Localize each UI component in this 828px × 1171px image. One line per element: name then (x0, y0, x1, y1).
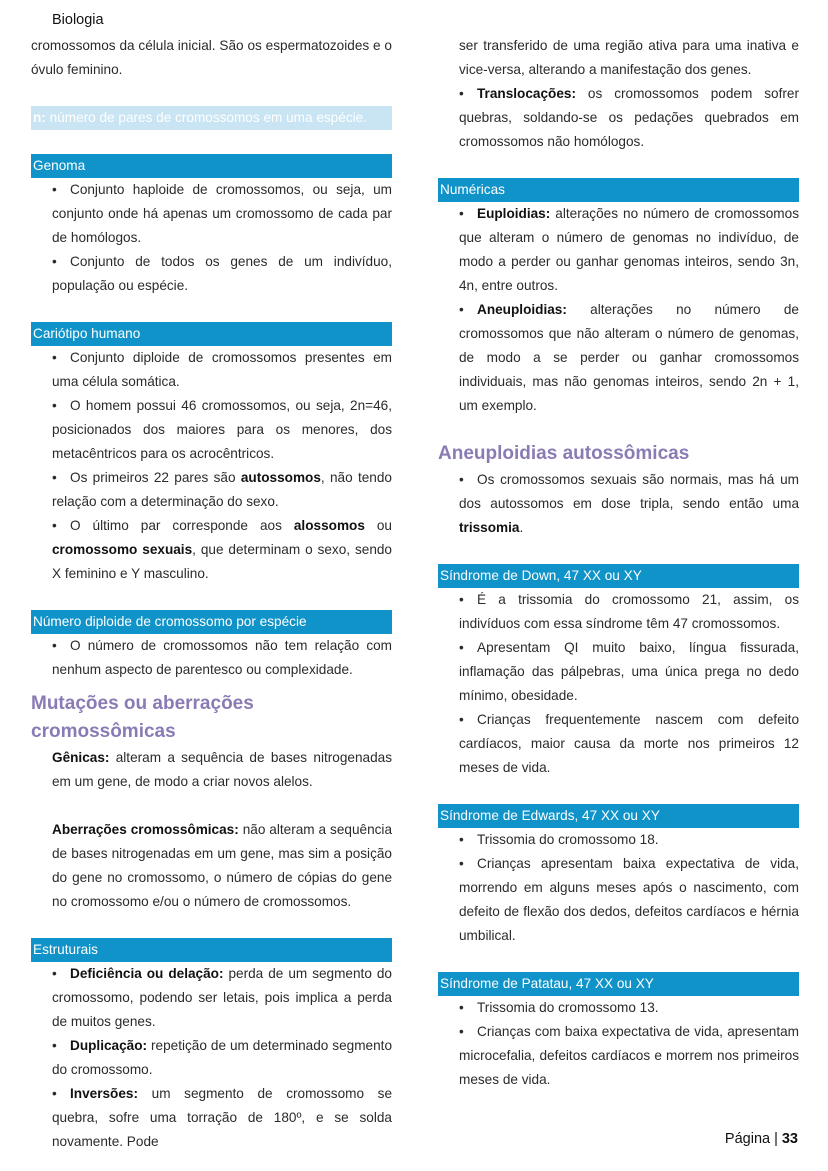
list-item: • Duplicação: repetição de um determinado segmento do cromossomo. (52, 1038, 392, 1077)
page-label: Página (724, 1131, 771, 1147)
list-item: • Trissomia do cromossomo 18. (459, 832, 659, 847)
section-bar-genoma: Genoma (31, 154, 392, 178)
list-item: • É a trissomia do cromossomo 21, assim, os indivíduos com essa síndrome têm 47 cromossomos. (459, 592, 799, 631)
list-item: • O último par corresponde aos alossomos ou cromossomo sexuais, que determinam o sexo, sendo X feminino e Y masculino. (52, 518, 392, 581)
list-item: • Conjunto diploide de cromossomos presentes em uma célula somática. (52, 350, 392, 389)
list-item: • Trissomia do cromossomo 13. (459, 1000, 659, 1015)
definition-n-bar (31, 106, 392, 130)
list-item: • Inversões: um segmento de cromossomo se quebra, sofre uma torração de 180º, e se solda novamente. Pode (52, 1086, 392, 1149)
heading-aneuploidias: Aneuploidias autossômicas (438, 443, 690, 464)
section-bar-estruturais: Estruturais (31, 938, 392, 962)
paragraph-genicas: Gênicas: alteram a sequência de bases nitrogenadas em um gene, de modo a criar novos alelos. (52, 750, 392, 789)
continued-paragraph: ser transferido de uma região ativa para uma inativa e vice-versa, alterando a manifestação dos genes. (459, 38, 799, 77)
list-item: • Conjunto haploide de cromossomos, ou seja, um conjunto onde há apenas um cromossomo de cada par de homólogos. (52, 182, 392, 245)
list-item: • O homem possui 46 cromossomos, ou seja, 2n=46, posicionados dos maiores para os menores, dos metacêntricos para os acrocêntricos. (52, 398, 392, 461)
section-bar-cariotipo: Cariótipo humano (31, 322, 392, 346)
list-item: • Os cromossomos sexuais são normais, mas há um dos autossomos em dose tripla, sendo então uma trissomia. (459, 472, 799, 535)
left-column (31, 34, 392, 1154)
intro-paragraph: cromossomos da célula inicial. São os espermatozoides e o óvulo feminino. (31, 38, 392, 77)
definition-n-text: número de pares de cromossomos em uma espécie. (45, 110, 367, 125)
list-item: • Aneuploidias: alterações no número de cromossomos que não alteram o número de genomas, de modo a se perder ou ganhar cromossomos individuais, mas não genomas inteiros, sendo 2n + 1, um exemplo. (459, 302, 799, 413)
section-bar-numericas: Numéricas (438, 178, 799, 202)
list-item: • Crianças com baixa expectativa de vida, apresentam microcefalia, defeitos cardíacos e morrem nos primeiros meses de vida. (459, 1024, 799, 1087)
list-item: • Crianças apresentam baixa expectativa de vida, morrendo em alguns meses após o nascimento, com defeito de flexão dos dedos, defeitos cardíacos e hérnia umbilical. (459, 856, 799, 943)
list-item: • Crianças frequentemente nascem com defeito cardíacos, maior causa da morte nos primeiros 12 meses de vida. (459, 712, 799, 775)
section-bar-edwards: Síndrome de Edwards, 47 XX ou XY (438, 804, 799, 828)
definition-n-term: n: (33, 110, 46, 125)
paragraph-aberracoes: Aberrações cromossômicas: não alteram a sequência de bases nitrogenadas em um gene, mas sim a posição do gene no cromossomo, o número de cópias do gene no cromossomo e/ou o número de cromossomos. (52, 822, 393, 909)
section-bar-patatau: Síndrome de Patatau, 47 XX ou XY (438, 972, 799, 996)
heading-mutacoes: Mutações ou aberrações cromossômicas (31, 693, 254, 742)
page-separator: | (774, 1131, 778, 1147)
list-item: • Euploidias: alterações no número de cromossomos que alteram o número de genomas no indivíduo, de modo a perder ou ganhar genomas inteiros, sendo 3n, 4n, entre outros. (459, 206, 799, 293)
section-bar-diploide: Número diploide de cromossomo por espécie (31, 610, 392, 634)
list-item: • Apresentam QI muito baixo, língua fissurada, inflamação das pálpebras, uma única prega no dedo mínimo, obesidade. (459, 640, 799, 703)
list-item: • Os primeiros 22 pares são autossomos, não tendo relação com a determinação do sexo. (52, 470, 392, 509)
list-item: • Conjunto de todos os genes de um indivíduo, população ou espécie. (52, 254, 392, 293)
page-footer (725, 1131, 798, 1147)
section-bar-down: Síndrome de Down, 47 XX ou XY (438, 564, 799, 588)
list-item: • Deficiência ou delação: perda de um segmento do cromossomo, podendo ser letais, pois implica a perda de muitos genes. (52, 966, 392, 1029)
right-column (438, 34, 799, 1092)
page-number: 33 (781, 1131, 798, 1147)
running-head: Biologia (52, 12, 104, 28)
list-item: • Translocações: os cromossomos podem sofrer quebras, soldando-se os pedações quebrados em cromossomos não homólogos. (459, 86, 799, 149)
list-item: • O número de cromossomos não tem relação com nenhum aspecto de parentesco ou complexidade. (52, 638, 392, 677)
